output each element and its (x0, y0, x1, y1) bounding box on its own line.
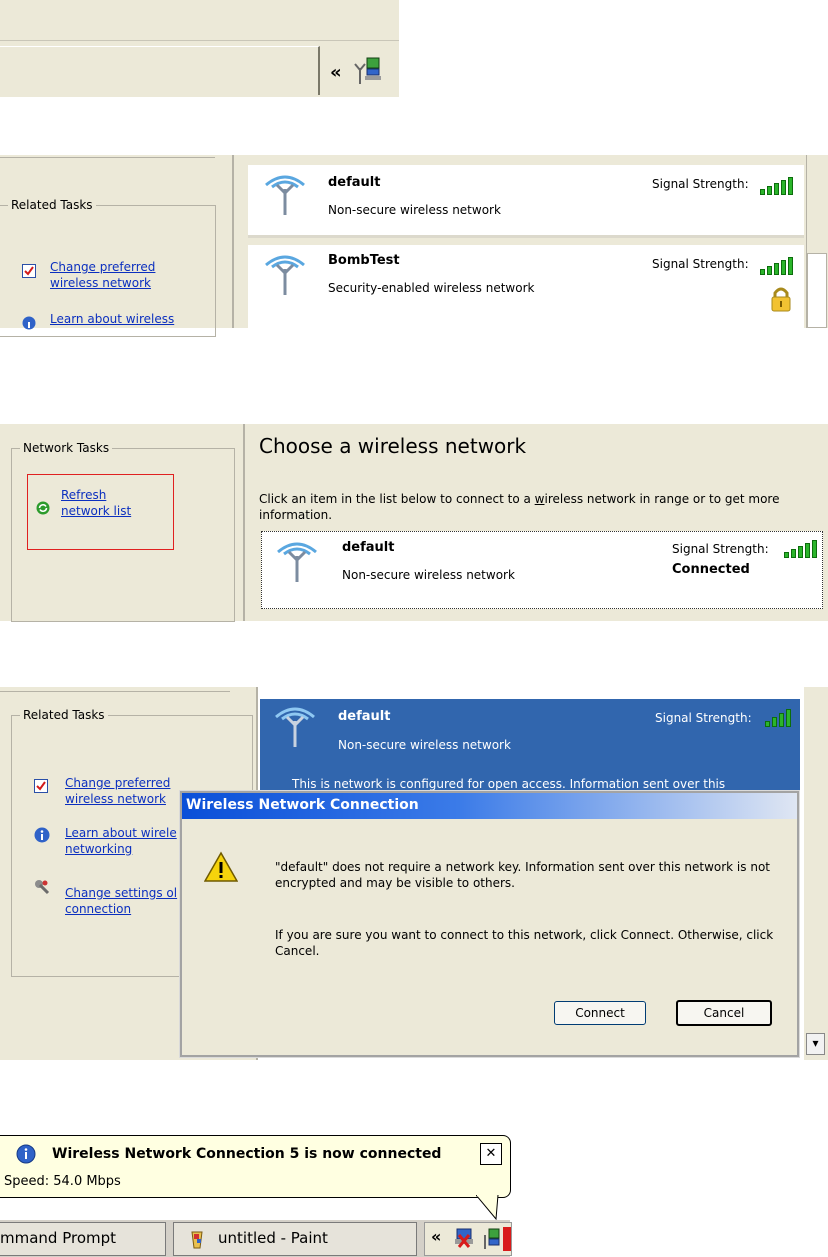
close-icon[interactable]: ✕ (480, 1143, 502, 1165)
network-description: Non-secure wireless network (342, 568, 515, 582)
warning-icon (204, 851, 238, 883)
list-item[interactable] (248, 245, 804, 328)
toolbar-strip (0, 0, 399, 97)
refresh-icon (36, 501, 50, 515)
task-learn-about-link[interactable]: Learn about wireless (50, 312, 175, 326)
dialog-title-bar[interactable] (182, 793, 797, 819)
network-description: Non-secure wireless network (338, 738, 511, 752)
panel-network-list (0, 155, 828, 328)
tray-chevron-button[interactable]: « (330, 62, 342, 83)
task-change-preferred-link[interactable]: Change preferred wireless network (50, 260, 156, 290)
list-item[interactable] (248, 165, 804, 238)
network-name: default (342, 540, 395, 555)
taskbar-button-command-prompt[interactable]: mmand Prompt (0, 1222, 166, 1256)
connected-status: Connected (672, 562, 750, 577)
balloon-title: Wireless Network Connection 5 is now connected (52, 1146, 442, 1162)
signal-bars (784, 540, 820, 558)
dialog-message-2: If you are sure you want to connect to this network, click Connect. Otherwise, click Cancel. (275, 928, 774, 958)
signal-bars (760, 177, 796, 195)
refresh-network-list-link[interactable]: Refresh network list (61, 488, 132, 518)
signal-strength-label: Signal Strength: (672, 542, 769, 556)
column-divider (243, 424, 245, 621)
toolbar-top-line (0, 40, 399, 41)
related-tasks-legend: Related Tasks (8, 198, 96, 212)
task-change-settings-link[interactable]: Change settings ol connection (65, 886, 178, 916)
taskbar-paint-label: untitled - Paint (218, 1229, 328, 1247)
network-description: Security-enabled wireless network (328, 281, 535, 295)
balloon-pointer (476, 1195, 502, 1221)
selected-network-item[interactable] (260, 699, 800, 804)
panel-connect-dialog (0, 687, 828, 1060)
address-bar-field[interactable] (0, 46, 320, 95)
info-icon (34, 827, 50, 843)
paint-icon (188, 1230, 206, 1250)
network-tray-icon[interactable] (350, 56, 386, 86)
wrench-icon (34, 879, 50, 895)
list-scrollbar[interactable] (805, 687, 826, 1060)
system-tray (424, 1222, 512, 1256)
signal-bars (760, 257, 796, 275)
wireless-antenna-icon (274, 538, 320, 584)
taskbar (0, 1220, 510, 1257)
red-x-icon (503, 1227, 511, 1251)
task-change-preferred-link[interactable]: Change preferred wireless network (65, 776, 171, 806)
taskbar-button-paint[interactable] (173, 1222, 417, 1256)
checkbox-icon (22, 264, 36, 278)
related-tasks-legend: Related Tasks (20, 708, 108, 722)
panel-top-rule (0, 157, 215, 158)
tray-chevron-button[interactable]: « (431, 1227, 442, 1246)
info-icon (22, 316, 36, 330)
signal-strength-label: Signal Strength: (652, 257, 749, 271)
signal-strength-label: Signal Strength: (652, 177, 749, 191)
panel-top-rule (0, 691, 230, 692)
wireless-tray-icon[interactable] (479, 1227, 501, 1251)
list-scrollbar[interactable] (806, 155, 827, 328)
choose-network-heading: Choose a wireless network (259, 434, 527, 458)
network-detail-text: This is network is configured for open access. Information sent over this (292, 777, 726, 791)
connect-button[interactable]: Connect (554, 1001, 646, 1025)
panel-choose-network (0, 424, 828, 621)
wireless-antenna-icon (272, 703, 318, 749)
scroll-down-button[interactable]: ▾ (806, 1033, 825, 1055)
signal-strength-label: Signal Strength: (655, 711, 752, 725)
network-description: Non-secure wireless network (328, 203, 501, 217)
balloon-speed: Speed: 54.0 Mbps (4, 1174, 121, 1189)
instructions-text: Click an item in the list below to connect to a wireless network in range or to get more information. (259, 492, 780, 522)
selected-network-item[interactable] (261, 531, 823, 609)
padlock-icon (770, 285, 792, 313)
signal-bars (765, 709, 795, 727)
network-name: default (328, 175, 381, 190)
checkbox-icon (34, 779, 48, 793)
related-tasks-box (0, 198, 216, 337)
dialog-message-1: "default" does not require a network key. Information sent over this network is not encrypted and may be visible to others. (275, 860, 770, 890)
list-divider (232, 155, 234, 328)
dialog-title: Wireless Network Connection (186, 797, 419, 813)
confirmation-dialog (180, 791, 799, 1057)
task-learn-about-link[interactable]: Learn about wirele networking (65, 826, 177, 856)
wireless-antenna-icon (262, 251, 308, 297)
info-icon (16, 1144, 36, 1164)
network-name: default (338, 709, 391, 724)
connected-balloon[interactable] (0, 1135, 511, 1198)
network-name: BombTest (328, 253, 400, 268)
cancel-button[interactable]: Cancel (676, 1000, 772, 1026)
network-tasks-legend: Network Tasks (20, 441, 112, 455)
wireless-antenna-icon (262, 171, 308, 217)
network-tray-icon[interactable] (453, 1227, 475, 1251)
network-list[interactable] (248, 155, 804, 328)
